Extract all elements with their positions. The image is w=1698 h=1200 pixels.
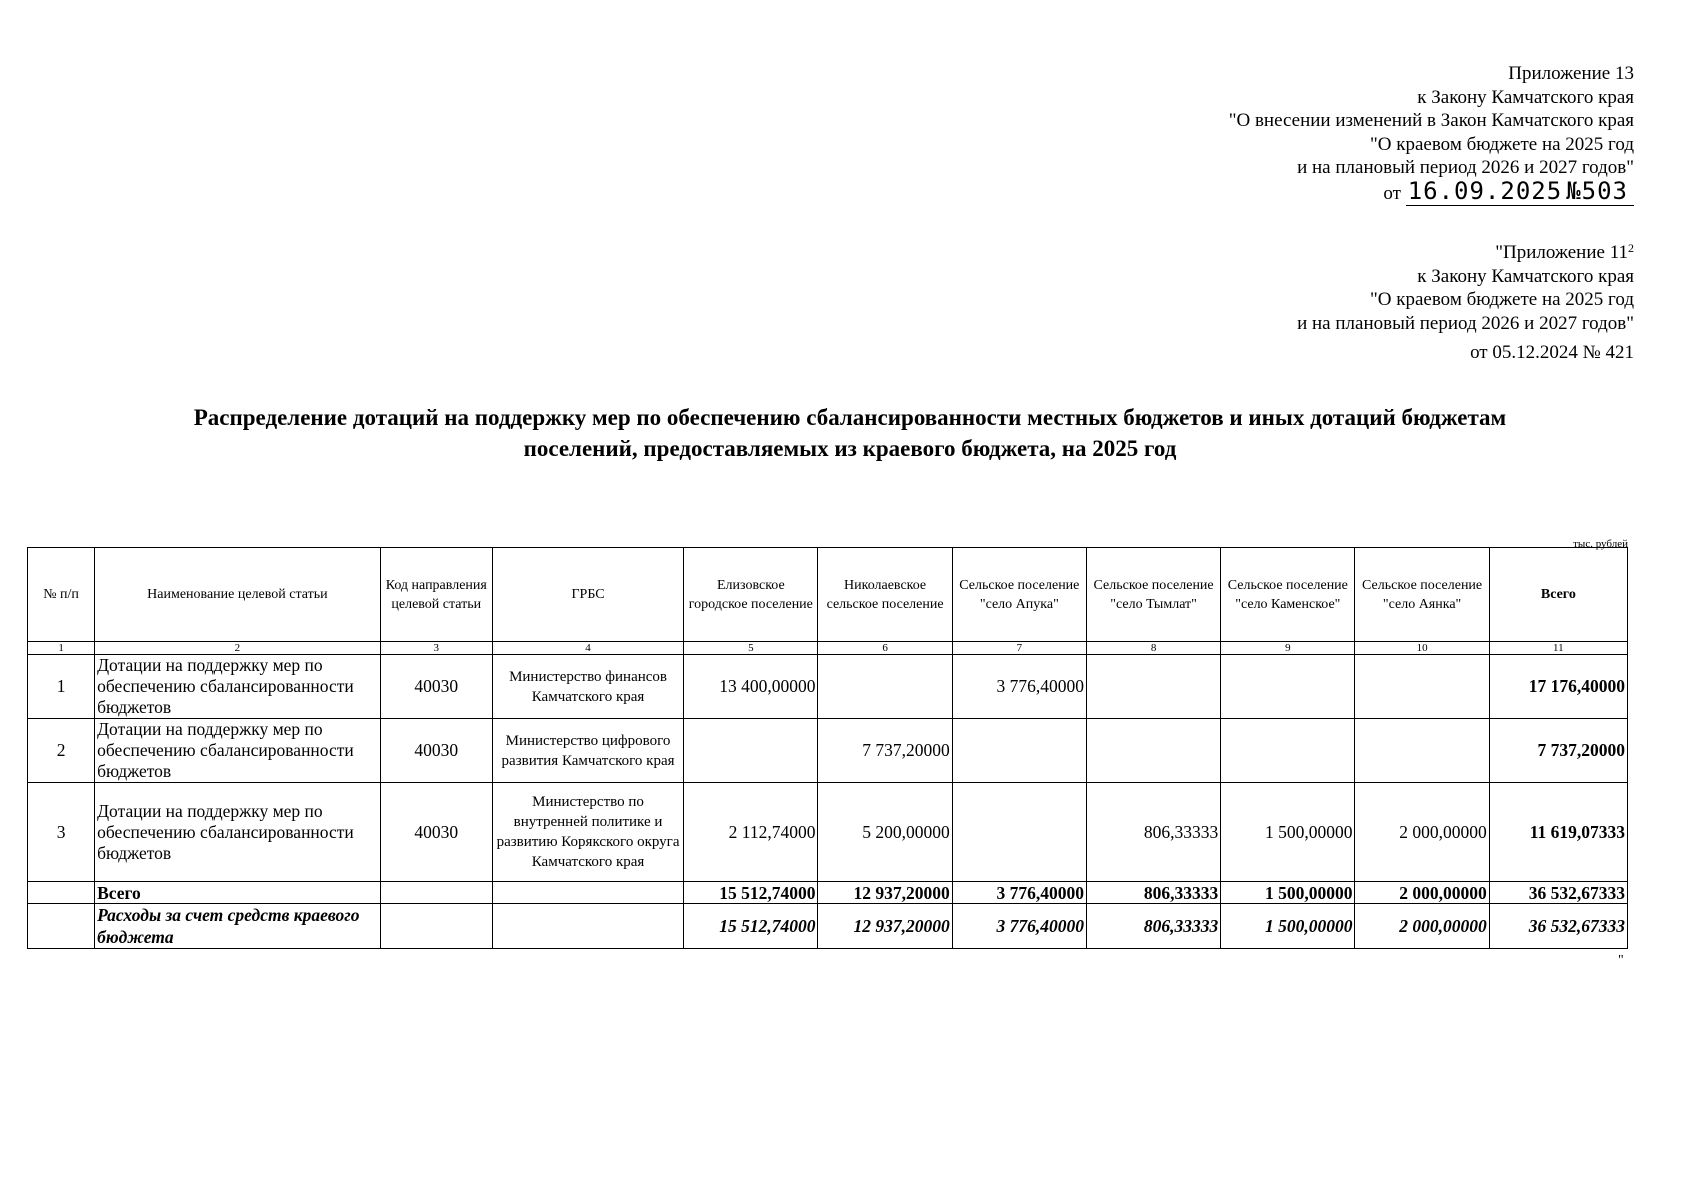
expense-label: Расходы за счет средств краевого бюджета <box>95 904 381 949</box>
row-grbs: Министерство цифрового развития Камчатского края <box>492 719 683 783</box>
row-col8 <box>1086 655 1220 719</box>
total-row <box>28 882 1628 904</box>
expense-col6: 12 937,20000 <box>818 904 952 949</box>
row-col6: 7 737,20000 <box>818 719 952 783</box>
original-law-title-2: и на плановый период 2026 и 2027 годов" <box>1297 312 1634 334</box>
total-col8: 806,33333 <box>1086 882 1220 904</box>
column-number: 5 <box>684 642 818 655</box>
header-grbs: ГРБС <box>492 548 683 642</box>
original-appendix-header <box>1297 241 1634 365</box>
total-all: 36 532,67333 <box>1489 882 1627 904</box>
row-num: 2 <box>28 719 95 783</box>
title-line-2: поселений, предоставляемых из краевого бюджета, на 2025 год <box>523 436 1177 461</box>
expense-col8: 806,33333 <box>1086 904 1220 949</box>
row-num: 3 <box>28 783 95 882</box>
header-law-ref: к Закону Камчатского края <box>1417 86 1634 108</box>
row-col5: 13 400,00000 <box>684 655 818 719</box>
total-empty <box>492 882 683 904</box>
row-col6 <box>818 655 952 719</box>
expense-row <box>28 904 1628 949</box>
column-number: 6 <box>818 642 952 655</box>
header-col7: Сельское поселение "село Апука" <box>952 548 1086 642</box>
units-label: тыс. рублей <box>1573 538 1628 550</box>
expense-empty <box>28 904 95 949</box>
document-title <box>40 402 1660 464</box>
row-col6: 5 200,00000 <box>818 783 952 882</box>
row-col7 <box>952 719 1086 783</box>
date-value: 16.09.2025 <box>1407 176 1563 205</box>
row-col9 <box>1221 719 1355 783</box>
total-col9: 1 500,00000 <box>1221 882 1355 904</box>
header-appendix-number: Приложение 13 <box>1508 63 1634 84</box>
header-date-line <box>1229 176 1634 206</box>
expense-col7: 3 776,40000 <box>952 904 1086 949</box>
row-col7: 3 776,40000 <box>952 655 1086 719</box>
number-value: 503 <box>1581 176 1628 205</box>
total-label: Всего <box>95 882 381 904</box>
row-total: 11 619,07333 <box>1489 783 1627 882</box>
header-total: Всего <box>1489 548 1627 642</box>
original-law-ref: к Закону Камчатского края <box>1417 265 1634 287</box>
total-empty <box>28 882 95 904</box>
row-total: 17 176,40000 <box>1489 655 1627 719</box>
total-col10: 2 000,00000 <box>1355 882 1489 904</box>
date-prefix: от <box>1383 182 1401 204</box>
header-col8: Сельское поселение "село Тымлат" <box>1086 548 1220 642</box>
expense-empty <box>492 904 683 949</box>
row-name: Дотации на поддержку мер по обеспечению сбалансированности бюджетов <box>95 655 381 719</box>
header-name: Наименование целевой статьи <box>95 548 381 642</box>
column-number: 7 <box>952 642 1086 655</box>
row-name: Дотации на поддержку мер по обеспечению сбалансированности бюджетов <box>95 719 381 783</box>
header-col6: Николаевское сельское поселение <box>818 548 952 642</box>
row-name: Дотации на поддержку мер по обеспечению сбалансированности бюджетов <box>95 783 381 882</box>
expense-empty <box>380 904 492 949</box>
amendment-header <box>1229 62 1634 205</box>
table-row <box>28 655 1628 719</box>
appendix-superscript: 2 <box>1628 241 1634 255</box>
header-law-title-2: "О краевом бюджете на 2025 год <box>1370 133 1634 155</box>
row-col8: 806,33333 <box>1086 783 1220 882</box>
row-col7 <box>952 783 1086 882</box>
row-code: 40030 <box>380 783 492 882</box>
closing-quote-mark: " <box>1618 953 1624 968</box>
row-col8 <box>1086 719 1220 783</box>
total-col6: 12 937,20000 <box>818 882 952 904</box>
row-col9: 1 500,00000 <box>1221 783 1355 882</box>
total-empty <box>380 882 492 904</box>
total-col5: 15 512,74000 <box>684 882 818 904</box>
table-row <box>28 783 1628 882</box>
column-number: 10 <box>1355 642 1489 655</box>
number-prefix: № <box>1566 176 1582 205</box>
original-law-date: от 05.12.2024 № 421 <box>1470 342 1634 363</box>
row-col10 <box>1355 719 1489 783</box>
header-col10: Сельское поселение "село Аянка" <box>1355 548 1489 642</box>
header-law-title-3: и на плановый период 2026 и 2027 годов" <box>1297 157 1634 178</box>
row-grbs: Министерство финансов Камчатского края <box>492 655 683 719</box>
row-col5: 2 112,74000 <box>684 783 818 882</box>
row-code: 40030 <box>380 719 492 783</box>
header-col5: Елизовское городское поселение <box>684 548 818 642</box>
row-col9 <box>1221 655 1355 719</box>
original-appendix-number: "Приложение $11^2$ <box>1495 241 1634 263</box>
distribution-table <box>27 547 1628 949</box>
row-col5 <box>684 719 818 783</box>
header-col9: Сельское поселение "село Каменское" <box>1221 548 1355 642</box>
column-number: 9 <box>1221 642 1355 655</box>
column-number: 4 <box>492 642 683 655</box>
table-header-row <box>28 548 1628 642</box>
header-num: № п/п <box>28 548 95 642</box>
total-col7: 3 776,40000 <box>952 882 1086 904</box>
row-code: 40030 <box>380 655 492 719</box>
expense-col10: 2 000,00000 <box>1355 904 1489 949</box>
row-col10 <box>1355 655 1489 719</box>
expense-col9: 1 500,00000 <box>1221 904 1355 949</box>
row-total: 7 737,20000 <box>1489 719 1627 783</box>
original-law-title-1: "О краевом бюджете на 2025 год <box>1370 289 1634 310</box>
expense-col5: 15 512,74000 <box>684 904 818 949</box>
table-row <box>28 719 1628 783</box>
row-num: 1 <box>28 655 95 719</box>
expense-total: 36 532,67333 <box>1489 904 1627 949</box>
title-line-1: Распределение дотаций на поддержку мер по обеспечению сбалансированности местных бюджетов и иных дотаций бюджетам <box>193 405 1507 430</box>
column-number: 1 <box>28 642 95 655</box>
column-number: 8 <box>1086 642 1220 655</box>
column-number: 3 <box>380 642 492 655</box>
row-grbs: Министерство по внутренней политике и развитию Корякского округа Камчатского края <box>492 783 683 882</box>
row-col10: 2 000,00000 <box>1355 783 1489 882</box>
column-number-row <box>28 642 1628 655</box>
column-number: 2 <box>95 642 381 655</box>
header-law-title-1: "О внесении изменений в Закон Камчатского края <box>1228 110 1634 131</box>
handwritten-date-number <box>1406 177 1634 206</box>
header-code: Код направления целевой статьи <box>380 548 492 642</box>
column-number: 11 <box>1489 642 1627 655</box>
